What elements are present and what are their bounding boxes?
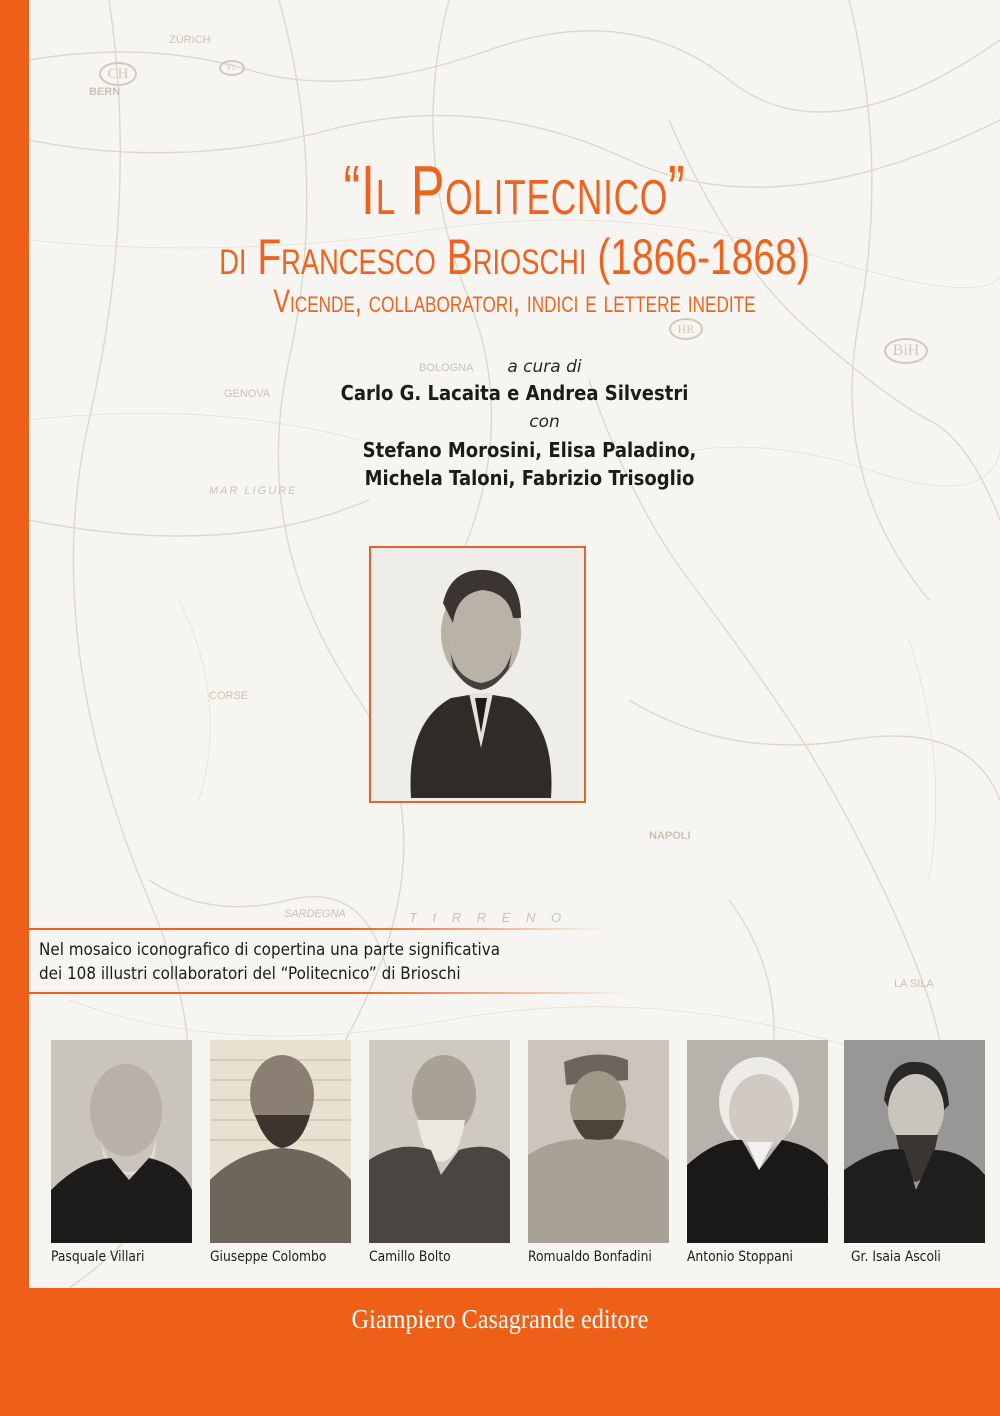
with-label: con xyxy=(529,412,560,432)
portrait-photo xyxy=(687,1040,828,1243)
book-title-line2: di Francesco Brioschi (1866-1868) xyxy=(219,229,810,285)
map-label-bologna: BOLOGNA xyxy=(419,362,474,374)
map-badge-bih: BiH xyxy=(884,338,928,364)
map-badge-ch: CH xyxy=(99,62,137,86)
portrait-photo xyxy=(210,1040,351,1243)
contributors-line2: Michela Taloni, Fabrizio Trisoglio xyxy=(364,466,695,490)
portrait-photo xyxy=(844,1040,985,1243)
map-label-corse: CORSE xyxy=(209,690,249,702)
caption-isaia-ascoli: Gr. Isaia Ascoli xyxy=(851,1249,941,1265)
editors: Carlo G. Lacaita e Andrea Silvestri xyxy=(340,381,689,405)
photo-antonio-stoppani xyxy=(687,1040,828,1243)
contributors-line1: Stefano Morosini, Elisa Paladino, xyxy=(362,438,697,462)
caption-romualdo-bonfadini: Romualdo Bonfadini xyxy=(528,1249,652,1265)
caption-giuseppe-colombo: Giuseppe Colombo xyxy=(210,1249,327,1265)
map-badge-fl: FL xyxy=(219,60,245,76)
note-bottom-rule xyxy=(29,992,629,994)
map-label-sardegna: SARDEGNA xyxy=(284,908,346,920)
photo-giuseppe-colombo xyxy=(210,1040,351,1243)
brioschi-portrait xyxy=(369,546,586,803)
book-title: “Il Politecnico” xyxy=(343,151,686,229)
map-badge-hr: HR xyxy=(669,318,703,340)
map-label-zurich: ZÜRICH xyxy=(169,34,211,46)
map-label-mar-ligure: MAR LIGURE xyxy=(209,485,298,497)
photo-camillo-bolto xyxy=(369,1040,510,1243)
portrait-photo xyxy=(528,1040,669,1243)
caption-camillo-bolto: Camillo Bolto xyxy=(369,1249,451,1265)
book-subtitle: Vicende, collaboratori, indici e lettere inedite xyxy=(273,283,756,319)
map-label-tirreno: T I R R E N O xyxy=(409,910,568,925)
edited-by-label: a cura di xyxy=(507,357,582,377)
portrait-engraving xyxy=(371,548,584,801)
caption-antonio-stoppani: Antonio Stoppani xyxy=(687,1249,793,1265)
caption-pasquale-villari: Pasquale Villari xyxy=(51,1249,145,1265)
publisher-name: Giampiero Casagrande editore xyxy=(351,1304,649,1334)
cover-note xyxy=(39,938,591,986)
photo-isaia-ascoli xyxy=(844,1040,985,1243)
map-label-napoli: NAPOLI xyxy=(649,830,691,842)
map-label-bern: BERN xyxy=(89,86,121,98)
left-orange-bar xyxy=(0,0,29,1288)
photo-romualdo-bonfadini xyxy=(528,1040,669,1243)
photo-pasquale-villari xyxy=(51,1040,192,1243)
note-top-rule xyxy=(29,928,609,930)
note-line1: Nel mosaico iconografico di copertina una parte significativa xyxy=(39,940,501,959)
book-cover xyxy=(29,0,1000,1288)
note-line2: dei 108 illustri collaboratori del “Politecnico” di Brioschi xyxy=(39,964,461,983)
map-label-la-sila: LA SILA xyxy=(894,978,934,990)
map-label-genova: GENOVA xyxy=(224,388,271,400)
portrait-photo xyxy=(369,1040,510,1243)
portrait-photo xyxy=(51,1040,192,1243)
